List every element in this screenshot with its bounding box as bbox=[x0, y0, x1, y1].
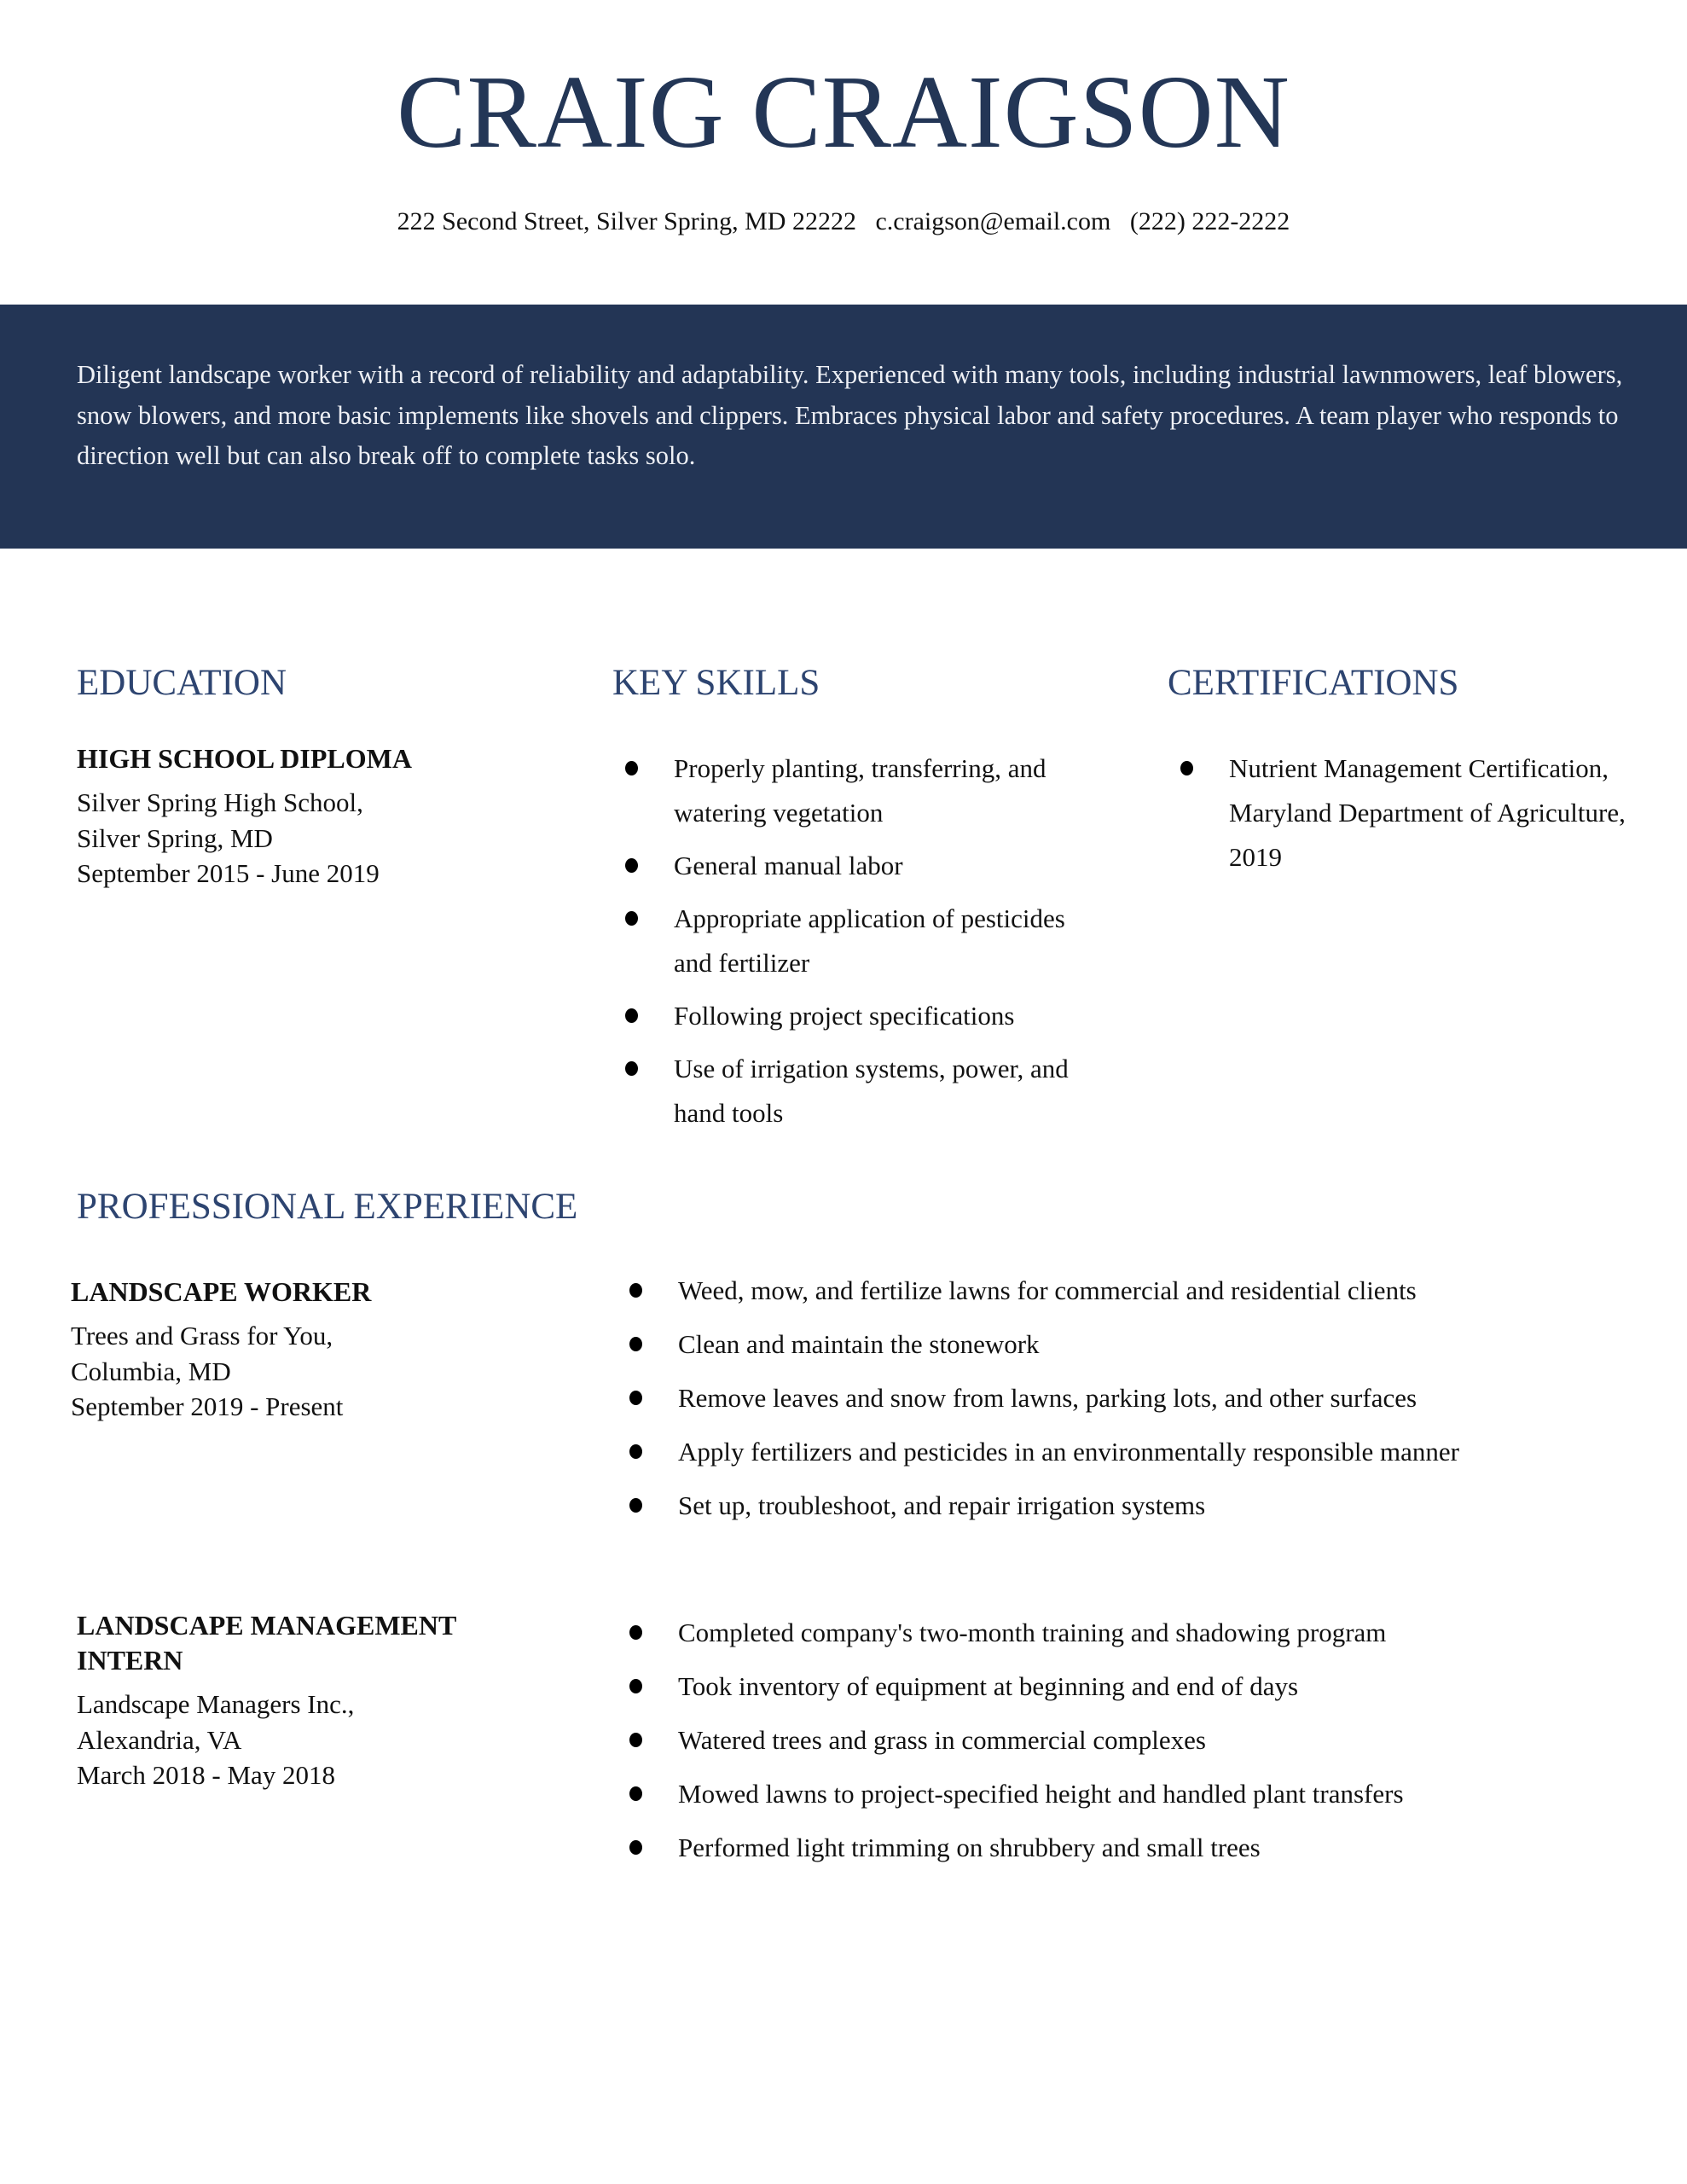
job-title: LANDSCAPE MANAGEMENT INTERN bbox=[77, 1610, 456, 1676]
certifications-list bbox=[1180, 746, 1641, 888]
job-2-bullets bbox=[629, 1611, 1653, 1879]
list-item bbox=[629, 1611, 1653, 1655]
list-item-text: Remove leaves and snow from lawns, parking lots, and other surfaces bbox=[678, 1383, 1417, 1413]
list-item bbox=[629, 1664, 1653, 1709]
bullet-icon bbox=[629, 1840, 642, 1855]
school: Silver Spring High School, bbox=[77, 787, 363, 817]
list-item bbox=[629, 1430, 1653, 1474]
degree: HIGH SCHOOL DIPLOMA bbox=[77, 743, 412, 774]
education-dates: September 2015 - June 2019 bbox=[77, 858, 380, 888]
list-item bbox=[629, 1269, 1653, 1313]
list-item bbox=[625, 994, 1086, 1038]
list-item bbox=[629, 1376, 1653, 1420]
list-item-text: Watered trees and grass in commercial complexes bbox=[678, 1725, 1206, 1755]
bullet-icon bbox=[629, 1444, 642, 1459]
list-item bbox=[625, 844, 1086, 888]
list-item-text: Set up, troubleshoot, and repair irrigation systems bbox=[678, 1490, 1206, 1520]
bullet-icon bbox=[625, 761, 638, 775]
list-item bbox=[629, 1322, 1653, 1367]
bullet-icon bbox=[629, 1679, 642, 1693]
list-item-text: General manual labor bbox=[674, 851, 903, 880]
list-item bbox=[1180, 746, 1641, 880]
list-item-text: Following project specifications bbox=[674, 1001, 1015, 1031]
list-item bbox=[629, 1718, 1653, 1763]
skills-list bbox=[625, 746, 1086, 1144]
job-dates: September 2019 - Present bbox=[71, 1391, 344, 1421]
bullet-icon bbox=[629, 1733, 642, 1747]
job-2-info bbox=[77, 1608, 520, 1793]
list-item-text: Nutrient Management Certification, Maryland Department of Agriculture, 2019 bbox=[1229, 753, 1626, 872]
bullet-icon bbox=[629, 1498, 642, 1513]
list-item-text: Completed company's two-month training and shadowing program bbox=[678, 1618, 1387, 1647]
list-item-text: Use of irrigation systems, power, and hand tools bbox=[674, 1054, 1069, 1128]
candidate-name: CRAIG CRAIGSON bbox=[397, 55, 1290, 170]
list-item bbox=[629, 1484, 1653, 1528]
experience-heading: PROFESSIONAL EXPERIENCE bbox=[77, 1187, 578, 1227]
bullet-icon bbox=[1180, 761, 1193, 775]
job-location: Alexandria, VA bbox=[77, 1724, 242, 1755]
list-item bbox=[625, 897, 1086, 985]
bullet-icon bbox=[629, 1337, 642, 1351]
bullet-icon bbox=[629, 1625, 642, 1640]
list-item-text: Performed light trimming on shrubbery and small trees bbox=[678, 1833, 1261, 1862]
job-company: Landscape Managers Inc., bbox=[77, 1689, 355, 1719]
certifications-heading: CERTIFICATIONS bbox=[1168, 663, 1459, 703]
bullet-icon bbox=[625, 858, 638, 873]
list-item-text: Appropriate application of pesticides and fertilizer bbox=[674, 903, 1065, 978]
bullet-icon bbox=[629, 1283, 642, 1298]
school-location: Silver Spring, MD bbox=[77, 822, 273, 853]
list-item bbox=[625, 746, 1086, 835]
bullet-icon bbox=[629, 1391, 642, 1405]
list-item-text: Clean and maintain the stonework bbox=[678, 1329, 1040, 1359]
list-item-text: Took inventory of equipment at beginning and end of days bbox=[678, 1671, 1299, 1701]
job-1-bullets bbox=[629, 1269, 1653, 1537]
list-item-text: Mowed lawns to project-specified height and handled plant transfers bbox=[678, 1779, 1404, 1809]
job-company: Trees and Grass for You, bbox=[71, 1321, 333, 1350]
job-dates: March 2018 - May 2018 bbox=[77, 1760, 336, 1790]
bullet-icon bbox=[625, 911, 638, 926]
contact-info: 222 Second Street, Silver Spring, MD 22222 c.craigson@email.com (222) 222-2222 bbox=[397, 207, 1290, 235]
job-1-info bbox=[71, 1275, 548, 1425]
job-title: LANDSCAPE WORKER bbox=[71, 1276, 372, 1307]
summary-text: Diligent landscape worker with a record of reliability and adaptability. Experienced with many tools, including industrial lawnmowers, leaf blowers, snow blowers, and more basic implements like shovels and clippers. Embraces physical labor and safety procedures. A team player who responds to direction well but can also break off to complete tasks solo. bbox=[77, 360, 1623, 470]
list-item-text: Apply fertilizers and pesticides in an environmentally responsible manner bbox=[678, 1437, 1459, 1467]
list-item bbox=[629, 1772, 1653, 1816]
list-item bbox=[625, 1047, 1086, 1136]
job-location: Columbia, MD bbox=[71, 1356, 231, 1386]
skills-heading: KEY SKILLS bbox=[612, 663, 820, 703]
list-item-text: Weed, mow, and fertilize lawns for commercial and residential clients bbox=[678, 1275, 1417, 1305]
list-item-text: Properly planting, transferring, and watering vegetation bbox=[674, 753, 1046, 828]
bullet-icon bbox=[625, 1061, 638, 1076]
bullet-icon bbox=[629, 1786, 642, 1801]
list-item bbox=[629, 1826, 1653, 1870]
education-heading: EDUCATION bbox=[77, 663, 287, 703]
bullet-icon bbox=[625, 1008, 638, 1023]
education-section bbox=[77, 741, 412, 892]
